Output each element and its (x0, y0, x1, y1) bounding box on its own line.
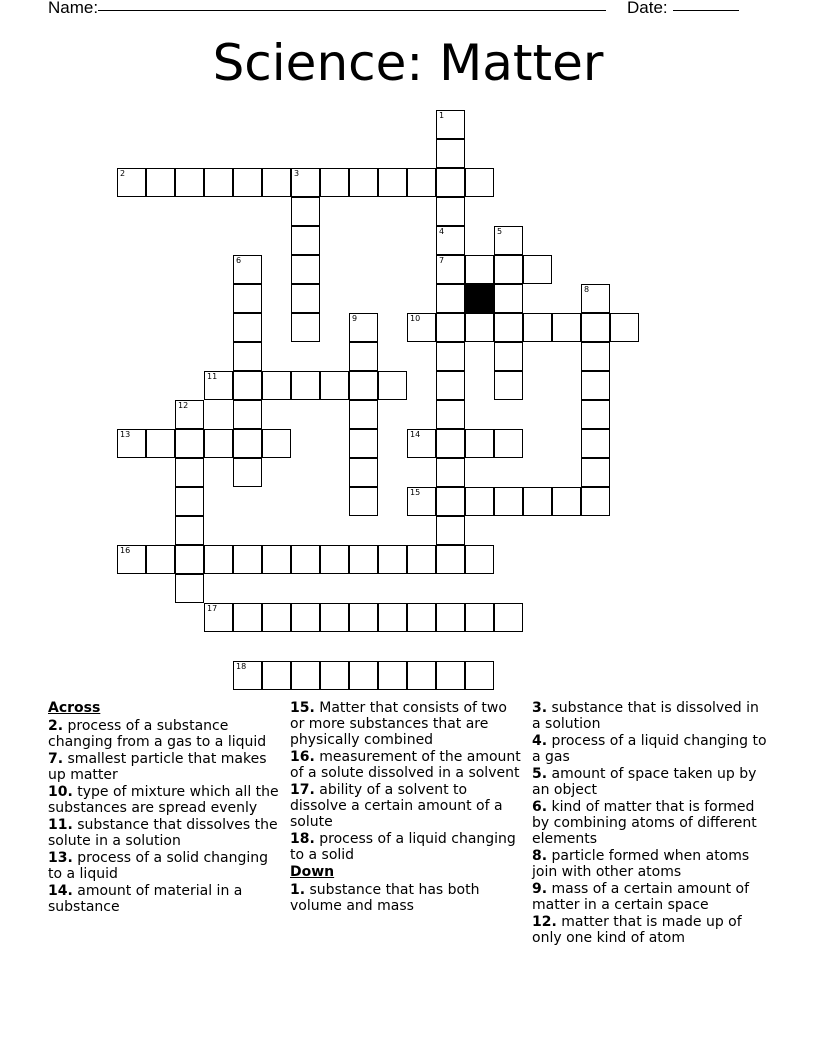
grid-cell[interactable] (146, 168, 175, 197)
clue-number: 5. (532, 766, 548, 782)
clue-number: 4. (532, 733, 548, 749)
grid-cell[interactable] (233, 313, 262, 342)
clue-number: 16 (120, 546, 131, 555)
clue-text: process of a liquid changing to a solid (290, 831, 516, 863)
grid-cell[interactable] (349, 313, 378, 342)
grid-cell[interactable] (146, 545, 175, 574)
grid-cell[interactable] (291, 661, 320, 690)
grid-cell[interactable] (320, 603, 349, 632)
grid-cell[interactable] (581, 458, 610, 487)
clue-number: 1 (439, 111, 445, 120)
grid-cell[interactable] (175, 545, 204, 574)
grid-cell[interactable] (494, 429, 523, 458)
across-heading: Across (48, 700, 101, 716)
grid-cell[interactable] (436, 487, 465, 516)
clues-column-2 (290, 700, 522, 915)
grid-cell[interactable] (378, 168, 407, 197)
clue-number: 2. (48, 718, 64, 734)
grid-cell[interactable] (262, 168, 291, 197)
clue-number: 7 (439, 256, 445, 265)
grid-cell[interactable] (436, 226, 465, 255)
clue-number: 6. (532, 799, 548, 815)
grid-cell[interactable] (581, 371, 610, 400)
grid-cell[interactable] (581, 313, 610, 342)
grid-cell[interactable] (204, 371, 233, 400)
clue-text: ability of a solvent to dissolve a certain amount of a solute (290, 782, 503, 830)
clue-item (532, 914, 768, 946)
grid-cell[interactable] (465, 255, 494, 284)
grid-cell[interactable] (407, 545, 436, 574)
grid-cell[interactable] (465, 429, 494, 458)
grid-cell[interactable] (320, 168, 349, 197)
grid-cell[interactable] (436, 603, 465, 632)
grid-cell[interactable] (436, 400, 465, 429)
grid-cell[interactable] (291, 197, 320, 226)
grid-cell[interactable] (436, 313, 465, 342)
clue-text: process of a solid changing to a liquid (48, 850, 269, 882)
grid-cell[interactable] (436, 284, 465, 313)
clue-text: mass of a certain amount of matter in a certain space (532, 881, 750, 913)
clue-number: 17. (290, 782, 315, 798)
grid-cell[interactable] (291, 226, 320, 255)
grid-cell[interactable] (436, 255, 465, 284)
grid-cell[interactable] (349, 603, 378, 632)
grid-cell[interactable] (465, 487, 494, 516)
grid-cell[interactable] (233, 342, 262, 371)
clue-item (532, 766, 768, 798)
grid-cell[interactable] (233, 429, 262, 458)
grid-cell[interactable] (291, 545, 320, 574)
clue-number: 11 (207, 372, 218, 381)
clue-text: amount of material in a substance (48, 883, 243, 915)
grid-cell[interactable] (233, 603, 262, 632)
grid-cell[interactable] (262, 603, 291, 632)
clue-item (48, 751, 280, 783)
grid-cell[interactable] (436, 110, 465, 139)
clue-text: process of a liquid changing to a gas (532, 733, 767, 765)
grid-cell[interactable] (581, 400, 610, 429)
grid-cell[interactable] (233, 371, 262, 400)
clue-text: substance that has both volume and mass (290, 882, 480, 914)
grid-cell[interactable] (175, 168, 204, 197)
grid-cell[interactable] (262, 545, 291, 574)
grid-cell[interactable] (407, 429, 436, 458)
clue-item (290, 782, 522, 830)
grid-cell[interactable] (581, 284, 610, 313)
grid-cell[interactable] (552, 487, 581, 516)
grid-cell[interactable] (262, 429, 291, 458)
grid-cell[interactable] (378, 371, 407, 400)
grid-cell[interactable] (378, 603, 407, 632)
grid-cell[interactable] (146, 429, 175, 458)
grid-cell[interactable] (349, 487, 378, 516)
grid-cell[interactable] (349, 342, 378, 371)
clue-number: 14 (410, 430, 421, 439)
grid-cell[interactable] (291, 168, 320, 197)
clue-number: 6 (236, 256, 242, 265)
grid-cell[interactable] (204, 603, 233, 632)
clue-number: 7. (48, 751, 64, 767)
grid-cell[interactable] (465, 603, 494, 632)
page-title: Science: Matter (212, 34, 604, 92)
grid-cell[interactable] (117, 168, 146, 197)
grid-cell[interactable] (233, 284, 262, 313)
grid-cell[interactable] (407, 603, 436, 632)
grid-cell[interactable] (436, 342, 465, 371)
grid-cell[interactable] (610, 313, 639, 342)
down-heading: Down (290, 864, 335, 880)
clue-number: 10 (410, 314, 421, 323)
grid-cell[interactable] (291, 313, 320, 342)
clues-column-3 (532, 700, 768, 947)
grid-cell[interactable] (291, 371, 320, 400)
clue-item (48, 850, 280, 882)
grid-cell[interactable] (407, 313, 436, 342)
name-label: Name: (48, 0, 99, 17)
grid-cell[interactable] (552, 313, 581, 342)
clue-text: substance that dissolves the solute in a solution (48, 817, 278, 849)
grid-cell[interactable] (523, 313, 552, 342)
grid-cell[interactable] (436, 458, 465, 487)
grid-cell[interactable] (494, 284, 523, 313)
grid-cell[interactable] (436, 545, 465, 574)
clue-number: 3. (532, 700, 548, 716)
clue-number: 14. (48, 883, 73, 899)
grid-cell[interactable] (204, 168, 233, 197)
grid-cell[interactable] (233, 255, 262, 284)
grid-cell[interactable] (262, 661, 291, 690)
clue-number: 9. (532, 881, 548, 897)
grid-cell[interactable] (494, 226, 523, 255)
grid-cell[interactable] (436, 516, 465, 545)
grid-cell[interactable] (581, 342, 610, 371)
grid-cell[interactable] (465, 168, 494, 197)
grid-cell[interactable] (465, 313, 494, 342)
grid-cell[interactable] (378, 545, 407, 574)
grid-cell[interactable] (233, 168, 262, 197)
clue-number: 5 (497, 227, 503, 236)
clue-item (48, 784, 280, 816)
clue-item (532, 799, 768, 847)
clue-number: 13. (48, 850, 73, 866)
clue-item (532, 881, 768, 913)
clue-item (532, 848, 768, 880)
grid-cell[interactable] (175, 574, 204, 603)
clues-column-1 (48, 700, 280, 916)
clue-number: 9 (352, 314, 358, 323)
grid-cell[interactable] (494, 603, 523, 632)
grid-cell[interactable] (204, 429, 233, 458)
clue-text: measurement of the amount of a solute dissolved in a solvent (290, 749, 521, 781)
header (48, 0, 748, 22)
grid-cell[interactable] (436, 429, 465, 458)
grid-cell[interactable] (494, 313, 523, 342)
grid-cell[interactable] (233, 458, 262, 487)
grid-cell[interactable] (320, 545, 349, 574)
grid-cell[interactable] (349, 545, 378, 574)
clue-number: 18 (236, 662, 247, 671)
grid-cell[interactable] (494, 342, 523, 371)
clue-text: matter that is made up of only one kind of atom (532, 914, 742, 946)
grid-cell[interactable] (436, 197, 465, 226)
grid-cell[interactable] (175, 400, 204, 429)
grid-cell[interactable] (407, 661, 436, 690)
grid-cell[interactable] (291, 255, 320, 284)
clue-item (290, 831, 522, 863)
clue-item (48, 817, 280, 849)
grid-cell[interactable] (233, 661, 262, 690)
grid-cell[interactable] (465, 661, 494, 690)
grid-cell[interactable] (117, 545, 146, 574)
clue-number: 3 (294, 169, 300, 178)
clue-number: 16. (290, 749, 315, 765)
clue-text: substance that is dissolved in a solution (532, 700, 759, 732)
grid-cell[interactable] (349, 400, 378, 429)
grid-cell[interactable] (175, 516, 204, 545)
grid-cell[interactable] (175, 458, 204, 487)
clue-number: 15. (290, 700, 315, 716)
grid-cell[interactable] (349, 458, 378, 487)
grid-cell[interactable] (581, 487, 610, 516)
grid-cell[interactable] (494, 371, 523, 400)
clue-text: smallest particle that makes up matter (48, 751, 267, 783)
grid-cell[interactable] (436, 168, 465, 197)
clue-number: 18. (290, 831, 315, 847)
grid-cell[interactable] (378, 661, 407, 690)
grid-cell[interactable] (175, 487, 204, 516)
clue-number: 2 (120, 169, 126, 178)
grid-cell[interactable] (175, 429, 204, 458)
clue-number: 15 (410, 488, 421, 497)
grid-cell[interactable] (436, 661, 465, 690)
grid-cell[interactable] (233, 545, 262, 574)
clue-item (48, 883, 280, 915)
clue-item (532, 733, 768, 765)
grid-cell[interactable] (436, 139, 465, 168)
clue-number: 1. (290, 882, 306, 898)
grid-cell[interactable] (117, 429, 146, 458)
clue-text: amount of space taken up by an object (532, 766, 757, 798)
grid-cell[interactable] (494, 255, 523, 284)
clue-number: 11. (48, 817, 73, 833)
clue-text: Matter that consists of two or more substances that are physically combined (290, 700, 507, 748)
clue-item (532, 700, 768, 732)
grid-cell[interactable] (233, 400, 262, 429)
grid-cell[interactable] (291, 603, 320, 632)
date-label: Date: (627, 0, 668, 17)
clue-text: process of a substance changing from a gas to a liquid (48, 718, 267, 750)
grid-cell[interactable] (407, 487, 436, 516)
grid-cell[interactable] (523, 487, 552, 516)
grid-cell[interactable] (320, 661, 349, 690)
grid-cell[interactable] (204, 545, 233, 574)
clue-text: type of mixture which all the substances are spread evenly (48, 784, 279, 816)
clue-item (290, 700, 522, 748)
grid-cell[interactable] (291, 284, 320, 313)
clue-number: 12. (532, 914, 557, 930)
grid-cell[interactable] (494, 487, 523, 516)
clue-text: kind of matter that is formed by combining atoms of different elements (532, 799, 757, 847)
grid-cell[interactable] (349, 371, 378, 400)
grid-cell[interactable] (320, 371, 349, 400)
grid-cell-black (465, 284, 494, 313)
clue-number: 10. (48, 784, 73, 800)
clue-number: 4 (439, 227, 445, 236)
clue-number: 17 (207, 604, 218, 613)
clue-number: 13 (120, 430, 131, 439)
clue-item (290, 749, 522, 781)
grid-cell[interactable] (581, 429, 610, 458)
grid-cell[interactable] (436, 371, 465, 400)
clue-number: 12 (178, 401, 189, 410)
grid-cell[interactable] (523, 255, 552, 284)
clue-item (48, 718, 280, 750)
grid-cell[interactable] (465, 545, 494, 574)
clue-text: particle formed when atoms join with other atoms (532, 848, 750, 880)
grid-cell[interactable] (349, 661, 378, 690)
grid-cell[interactable] (407, 168, 436, 197)
clue-number: 8. (532, 848, 548, 864)
clue-number: 8 (584, 285, 590, 294)
clue-item (290, 882, 522, 914)
grid-cell[interactable] (349, 168, 378, 197)
grid-cell[interactable] (349, 429, 378, 458)
grid-cell[interactable] (262, 371, 291, 400)
